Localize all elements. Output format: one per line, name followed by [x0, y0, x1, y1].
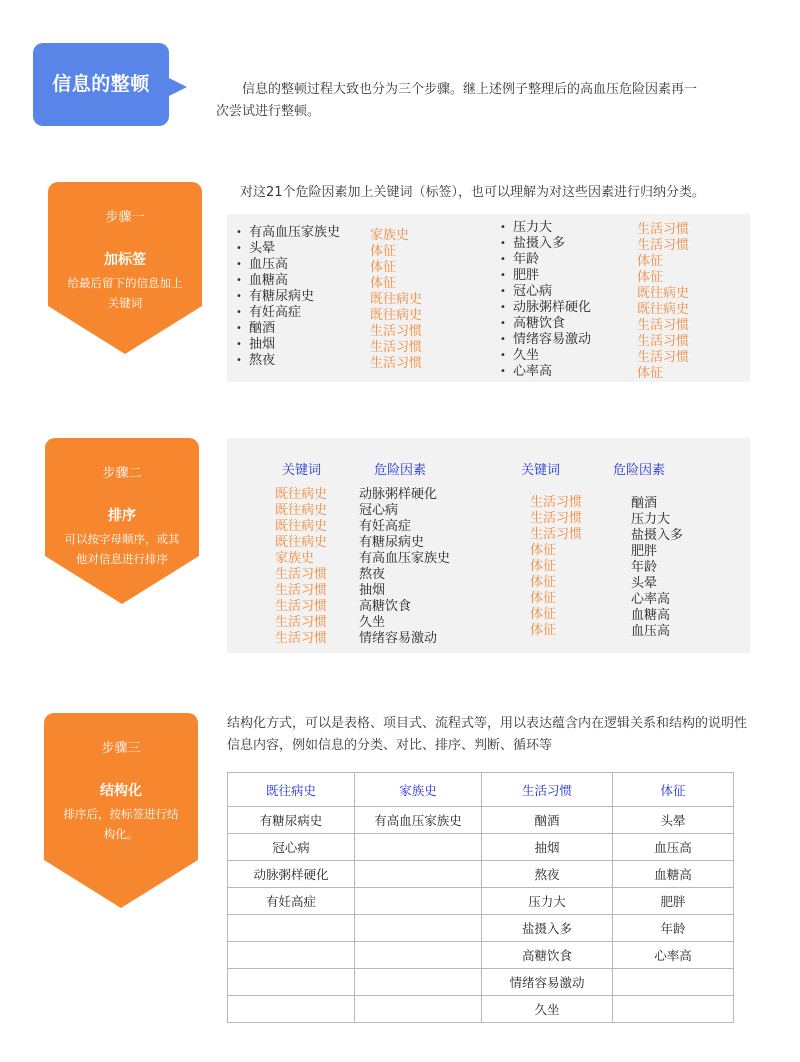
table-cell — [355, 996, 482, 1023]
list-item: 有高血压家族史 — [359, 551, 451, 566]
table-cell: 酗酒 — [482, 807, 613, 834]
table-cell — [355, 834, 482, 861]
list-item: 抽烟 — [359, 583, 386, 598]
step2-label: 步骤二 — [102, 466, 142, 481]
list-item: 体征 — [637, 270, 664, 285]
list-item: • 酗酒 — [236, 321, 340, 337]
list-item: 体征 — [530, 543, 557, 558]
table-cell — [228, 996, 355, 1023]
list-item: • 血糖高 — [236, 273, 340, 289]
step2-chevron — [45, 438, 199, 604]
table-cell: 有高血压家族史 — [355, 807, 482, 834]
table-cell: 动脉粥样硬化 — [228, 861, 355, 888]
intro-text: 信息的整顿过程大致也分为三个步骤。继上述例子整理后的高血压危险因素再一次尝试进行整顿。 — [216, 82, 698, 119]
list-item: • 动脉粥样硬化 — [500, 300, 591, 316]
list-item: 生活习惯 — [275, 599, 328, 614]
list-item: 体征 — [530, 575, 557, 590]
step2-name: 排序 — [108, 508, 136, 524]
table-row — [228, 861, 734, 888]
table-cell: 熬夜 — [482, 861, 613, 888]
list-item: • 压力大 — [500, 220, 591, 236]
list-item: • 情绪容易激动 — [500, 332, 591, 348]
table-cell — [355, 915, 482, 942]
list-item: • 抽烟 — [236, 337, 340, 353]
list-item: 生活习惯 — [637, 350, 690, 365]
list-item: 盐摄入多 — [631, 528, 684, 543]
list-item: 生活习惯 — [370, 356, 423, 371]
list-item: 高糖饮食 — [359, 599, 412, 614]
step3-desc: 排序后，按标签进行结构化。 — [63, 807, 179, 841]
list-item: 年龄 — [631, 560, 658, 575]
list-item: 生活习惯 — [637, 222, 690, 237]
step3-chevron — [44, 713, 198, 908]
list-item: • 冠心病 — [500, 284, 591, 300]
step3-label: 步骤三 — [101, 741, 141, 756]
table-header-cell: 家族史 — [355, 773, 482, 807]
table-cell: 有妊高症 — [228, 888, 355, 915]
step2-right-factor-header: 危险因素 — [613, 463, 666, 478]
table-cell: 压力大 — [482, 888, 613, 915]
list-item: 心率高 — [631, 592, 671, 607]
list-item: 既往病史 — [275, 503, 328, 518]
table-row — [228, 834, 734, 861]
list-item: 生活习惯 — [370, 324, 423, 339]
list-item: 体征 — [530, 591, 557, 606]
table-row — [228, 942, 734, 969]
step2-left-factors — [359, 487, 450, 647]
list-item: 既往病史 — [370, 308, 423, 323]
list-item: 体征 — [530, 559, 557, 574]
list-item: • 熬夜 — [236, 353, 340, 369]
table-cell — [613, 969, 734, 996]
table-header-cell: 生活习惯 — [482, 773, 613, 807]
list-item: 体征 — [370, 244, 397, 259]
step1-panel — [227, 214, 750, 382]
step2-left-tags — [275, 487, 327, 647]
list-item: • 年龄 — [500, 252, 591, 268]
list-item: 肥胖 — [631, 544, 658, 559]
list-item: 血糖高 — [631, 608, 671, 623]
table-row — [228, 969, 734, 996]
step2-left-keyword-header: 关键词 — [282, 463, 322, 478]
step2-left-factor-header: 危险因素 — [374, 463, 427, 478]
step1-right-factors — [500, 220, 591, 380]
step3-caption: 结构化方式，可以是表格、项目式、流程式等，用以表达蕴含内在逻辑关系和结构的说明性信息内容，例如信息的分类、对比、排序、判断、循环等 — [227, 716, 748, 753]
list-item: 情绪容易激动 — [359, 631, 438, 646]
table-cell: 冠心病 — [228, 834, 355, 861]
list-item: 冠心病 — [359, 503, 399, 518]
step1-right-tags — [637, 222, 689, 382]
table-cell — [228, 942, 355, 969]
list-item: • 久坐 — [500, 348, 591, 364]
table-row — [228, 888, 734, 915]
list-item: • 高糖饮食 — [500, 316, 591, 332]
table-header-cell: 既往病史 — [228, 773, 355, 807]
step2-right-factors — [631, 496, 683, 640]
list-item: 生活习惯 — [637, 318, 690, 333]
list-item: 熬夜 — [359, 567, 386, 582]
list-item: • 有高血压家族史 — [236, 225, 340, 241]
step3-name: 结构化 — [100, 783, 142, 799]
list-item: 体征 — [370, 260, 397, 275]
list-item: 酗酒 — [631, 496, 658, 511]
table-row — [228, 807, 734, 834]
list-item: 动脉粥样硬化 — [359, 487, 438, 502]
list-item: 生活习惯 — [275, 615, 328, 630]
table-cell: 血糖高 — [613, 861, 734, 888]
step1-left-factors — [236, 225, 340, 369]
list-item: 体征 — [530, 623, 557, 638]
list-item: 既往病史 — [275, 487, 328, 502]
table-cell: 有糖尿病史 — [228, 807, 355, 834]
list-item: 既往病史 — [637, 302, 690, 317]
list-item: • 肥胖 — [500, 268, 591, 284]
step1-label: 步骤一 — [105, 210, 145, 225]
table-cell — [355, 942, 482, 969]
list-item: 久坐 — [359, 615, 386, 630]
list-item: 既往病史 — [275, 519, 328, 534]
step2-right-tags — [530, 495, 582, 639]
list-item: 有妊高症 — [359, 519, 412, 534]
list-item: • 盐摄入多 — [500, 236, 591, 252]
table-header-cell: 体征 — [613, 773, 734, 807]
list-item: 体征 — [637, 254, 664, 269]
table-cell: 血压高 — [613, 834, 734, 861]
step2-desc: 可以按字母顺序，或其他对信息进行排序 — [64, 532, 180, 566]
list-item: • 有糖尿病史 — [236, 289, 340, 305]
table-cell: 久坐 — [482, 996, 613, 1023]
list-item: 生活习惯 — [530, 511, 583, 526]
list-item: 体征 — [530, 607, 557, 622]
table-cell: 盐摄入多 — [482, 915, 613, 942]
step1-chevron — [48, 182, 202, 354]
table-cell: 情绪容易激动 — [482, 969, 613, 996]
list-item: 体征 — [637, 366, 664, 381]
list-item: 家族史 — [275, 551, 315, 566]
list-item: 头晕 — [631, 576, 658, 591]
list-item: 体征 — [370, 276, 397, 291]
step2-panel — [227, 438, 750, 653]
list-item: 生活习惯 — [637, 238, 690, 253]
list-item: 既往病史 — [370, 292, 423, 307]
table-cell: 头晕 — [613, 807, 734, 834]
step1-desc: 给最后留下的信息加上关键词 — [67, 276, 183, 310]
table-cell: 高糖饮食 — [482, 942, 613, 969]
list-item: 家族史 — [370, 228, 410, 243]
step1-name: 加标签 — [104, 252, 146, 268]
step2-right-keyword-header: 关键词 — [521, 463, 561, 478]
list-item: 生活习惯 — [275, 583, 328, 598]
list-item: • 血压高 — [236, 257, 340, 273]
structure-table — [227, 772, 734, 1023]
page-title: 信息的整顿 — [52, 73, 150, 95]
table-cell — [355, 888, 482, 915]
list-item: 生活习惯 — [275, 631, 328, 646]
table-cell — [228, 915, 355, 942]
table-cell — [228, 969, 355, 996]
list-item: 生活习惯 — [370, 340, 423, 355]
table-row — [228, 915, 734, 942]
table-cell — [355, 969, 482, 996]
list-item: • 头晕 — [236, 241, 340, 257]
list-item: 压力大 — [631, 512, 671, 527]
structure-table-body — [228, 807, 734, 1023]
step1-left-tags — [370, 228, 422, 372]
table-cell: 肥胖 — [613, 888, 734, 915]
list-item: 既往病史 — [637, 286, 690, 301]
list-item: 生活习惯 — [530, 495, 583, 510]
list-item: 生活习惯 — [530, 527, 583, 542]
table-cell — [355, 861, 482, 888]
table-cell: 年龄 — [613, 915, 734, 942]
table-cell — [613, 996, 734, 1023]
step1-caption: 对这21个危险因素加上关键词（标签），也可以理解为对这些因素进行归纳分类。 — [240, 185, 706, 200]
list-item: • 有妊高症 — [236, 305, 340, 321]
table-row — [228, 996, 734, 1023]
table-cell: 抽烟 — [482, 834, 613, 861]
title-badge — [33, 43, 169, 126]
table-cell: 心率高 — [613, 942, 734, 969]
list-item: 生活习惯 — [275, 567, 328, 582]
list-item: 既往病史 — [275, 535, 328, 550]
list-item: 血压高 — [631, 624, 671, 639]
list-item: 有糖尿病史 — [359, 535, 425, 550]
list-item: 生活习惯 — [637, 334, 690, 349]
list-item: • 心率高 — [500, 364, 591, 380]
